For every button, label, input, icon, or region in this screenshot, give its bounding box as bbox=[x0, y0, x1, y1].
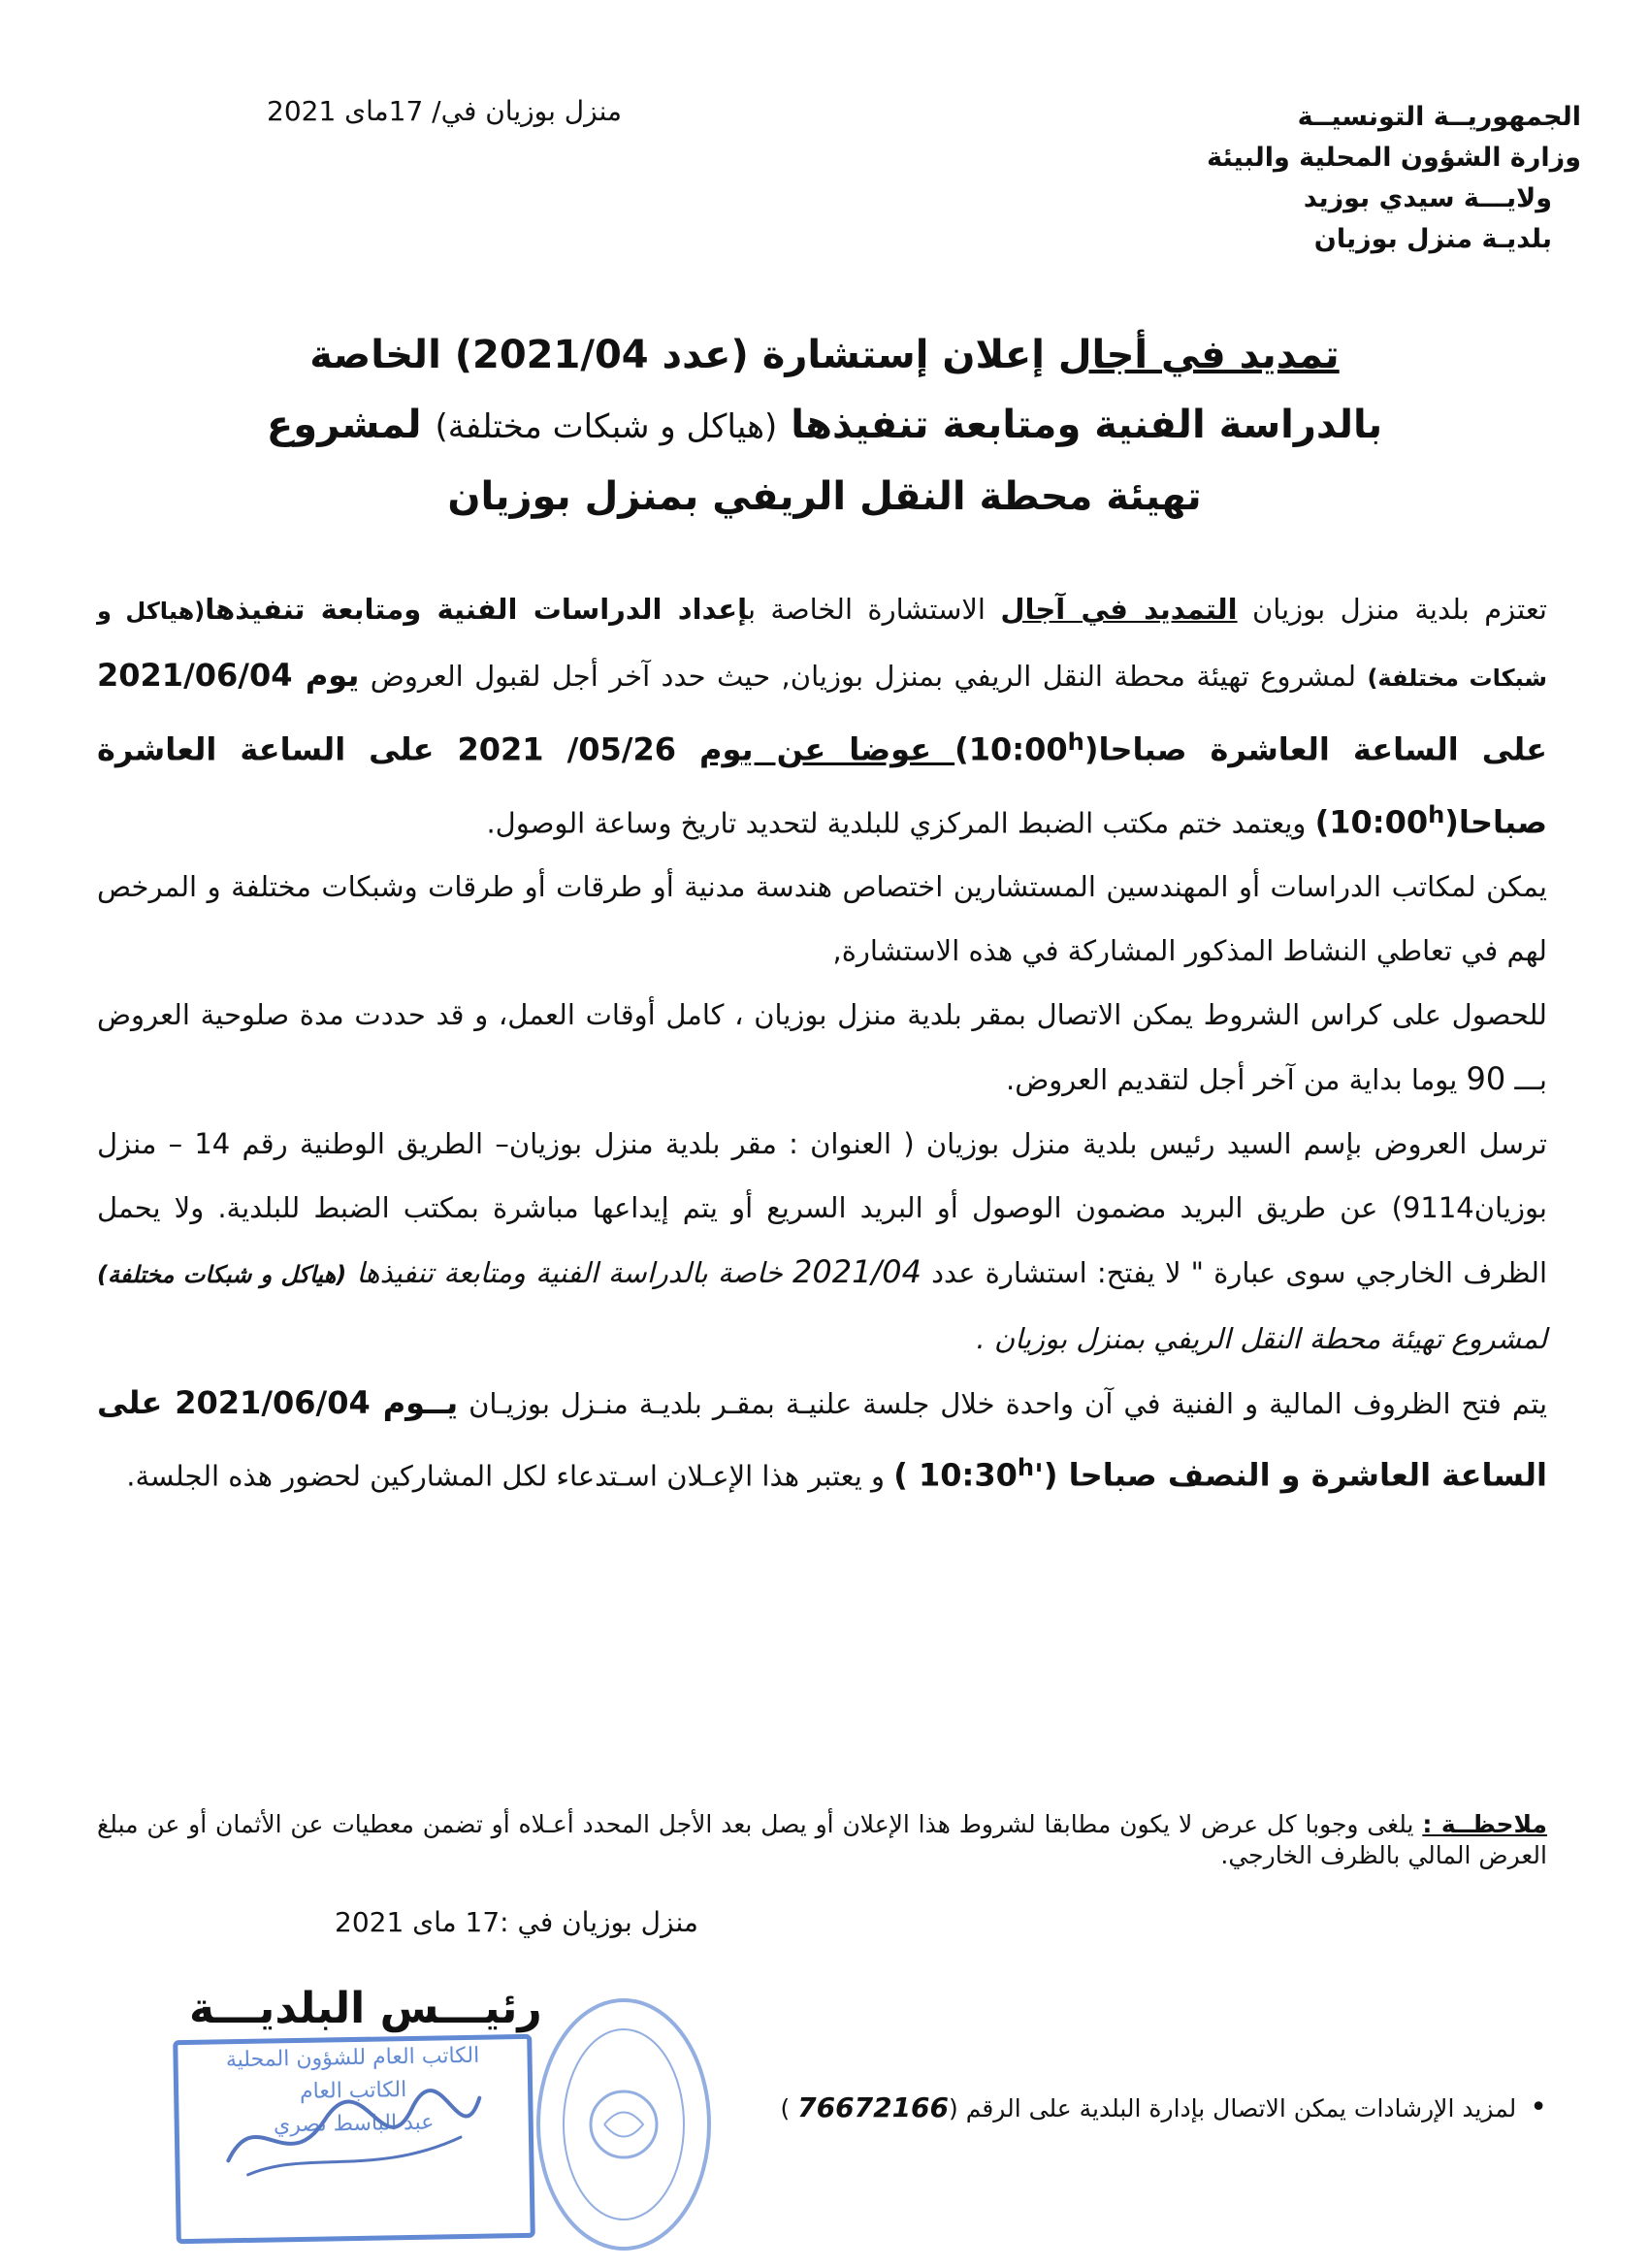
document-body bbox=[97, 577, 1547, 1508]
p1-i: ) bbox=[954, 730, 969, 768]
validity-days: 90 bbox=[1466, 1060, 1506, 1098]
p4-scope: (هياكل و شبكات مختلفة) bbox=[97, 1261, 347, 1289]
p5-c: h bbox=[1017, 1454, 1035, 1482]
bullet-icon: • bbox=[1530, 2090, 1547, 2124]
contact-phone: 76672166 bbox=[797, 2091, 950, 2123]
paragraph-3 bbox=[97, 983, 1547, 1112]
contact-line bbox=[708, 2090, 1547, 2124]
p5-opening-date: يــوم 2021/06/04 على الساعة العاشرة و النصف صباحا ('10:30 bbox=[97, 1384, 1547, 1494]
title-line-2-c: لمشروع bbox=[266, 403, 436, 447]
stamp-line-2: الكاتب العام bbox=[299, 2078, 407, 2104]
p1-new-deadline: يوم 2021/06/04 على الساعة العاشرة صباحا(10:00 bbox=[97, 657, 1548, 768]
paragraph-5 bbox=[97, 1371, 1547, 1508]
ministry-name: وزارة الشؤون المحلية والبيئة bbox=[1207, 143, 1581, 173]
signature-date: منزل بوزيان في :17 ماى 2021 bbox=[335, 1906, 698, 1938]
p5-a: يتم فتح الظروف المالية و الفنية في آن واحدة خلال جلسة علنيـة بمقـر بلديـة منـزل بوزيـان bbox=[458, 1387, 1548, 1421]
p1-a: تعتزم بلدية منزل بوزيان bbox=[1237, 593, 1547, 626]
governorate-name: ولايـــة سيدي بوزيد bbox=[1303, 183, 1552, 213]
place-date: منزل بوزيان في/ 17ماى 2021 bbox=[267, 95, 623, 127]
note-text: يلغى وجوبا كل عرض لا يكون مطابقا لشروط هذا الإعلان أو يصل بعد الأجل المحدد أعـلاه أو تضمن معطيات عن الأثمان أو عن مبلغ العرض المالي بالظرف الخارجي. bbox=[97, 1810, 1547, 1869]
paragraph-4 bbox=[97, 1112, 1547, 1371]
title-line-2-a: بالدراسة الفنية ومتابعة تنفيذها bbox=[777, 403, 1383, 447]
contact-close: ) bbox=[780, 2094, 798, 2122]
p1-f: لمشروع تهيئة محطة النقل الريفي بمنزل بوزيان, حيث حدد آخر أجل لقبول العروض bbox=[359, 660, 1368, 693]
p4-c: خاصة بالدراسة الفنية ومتابعة تنفيذها bbox=[346, 1256, 792, 1290]
p4-e: لمشروع تهيئة محطة النقل الريفي بمنزل بوزيان . bbox=[976, 1322, 1547, 1356]
p1-scope: (هياكل و شبكات مختلفة) bbox=[97, 598, 1548, 692]
p5-d: ) bbox=[893, 1456, 919, 1494]
stamp-line-3: عبد الباسط نصري bbox=[273, 2110, 435, 2138]
signature-scribble bbox=[217, 2079, 491, 2190]
paragraph-2: يمكن لمكاتب الدراسات أو المهندسين المستشارين اختصاص هندسة مدنية أو طرقات أو طرقات وشبكات مختلفة و المرخص لهم في تعاطي النشاط المذكور المشاركة في هذه الاستشارة, bbox=[97, 870, 1547, 968]
paragraph-1 bbox=[97, 577, 1547, 855]
note-label: ملاحظــة : bbox=[1422, 1810, 1548, 1838]
p1-instead-of: عوضا عن يوم bbox=[699, 730, 955, 768]
official-stamp bbox=[173, 2034, 535, 2244]
title-extension: تمديد في أجال bbox=[1057, 333, 1340, 377]
round-seal bbox=[532, 1993, 716, 2255]
title-line-2-b: (هياكل و شبكات مختلفة) bbox=[435, 407, 778, 446]
p3-c: يوما بداية من آخر أجل لتقديم العروض. bbox=[1006, 1063, 1467, 1097]
title-line-2 bbox=[126, 390, 1523, 462]
p1-c: الاستشارة الخاصة ب bbox=[747, 593, 1001, 626]
title-line-1 bbox=[126, 320, 1523, 390]
p4-number: 2021/04 bbox=[792, 1253, 922, 1291]
letterhead bbox=[1077, 97, 1581, 260]
p5-e: و يعتبر هذا الإعـلان اسـتدعاء لكل المشاركين لحضور هذه الجلسة. bbox=[126, 1459, 894, 1493]
p1-old-deadline: 05/26/ 2021 على الساعة العاشرة صباحا(10:00 bbox=[97, 730, 1547, 841]
p4-a: ترسل العروض بإسم السيد رئيس بلدية منزل بوزيان ( العنوان : مقر بلدية منزل بوزيان– الطريق الوطنية رقم 14 – منزل بوزيان9114) عن طريق البريد مضمون الوصول أو البريد السريع أو يتم إيداعها مباشرة بمكتب الضبط للبلدية. ولا يحمل الظرف الخارجي سوى عبارة " لا يفتح: استشارة عدد bbox=[97, 1127, 1548, 1290]
p1-l: h bbox=[1428, 800, 1445, 828]
stamp-line-1: الكاتب العام للشؤون المحلية bbox=[225, 2043, 480, 2073]
republic-name: الجمهوريــة التونسيــة bbox=[1297, 102, 1581, 132]
municipality-name: بلديـة منزل بوزيان bbox=[1313, 224, 1552, 254]
title-line-1-rest: إعلان إستشارة (عدد 2021/04) الخاصة bbox=[309, 333, 1058, 377]
contact-text: لمزيد الإرشادات يمكن الاتصال بإدارة البلدية على الرقم ( bbox=[949, 2094, 1517, 2122]
title-line-3: تهيئة محطة النقل الريفي بمنزل بوزيان bbox=[447, 474, 1202, 519]
p1-h: h bbox=[1067, 729, 1084, 756]
p3-a: للحصول على كراس الشروط يمكن الاتصال بمقر بلدية منزل بوزيان ، كامل أوقات العمل، و قد حددت مدة صلوحية العروض بـــ bbox=[97, 998, 1547, 1097]
document-title bbox=[126, 320, 1523, 532]
mayor-title: رئيـــس البلديـــة bbox=[189, 1984, 542, 2033]
p1-subject: إعداد الدراسات الفنية ومتابعة تنفيذها bbox=[205, 593, 748, 626]
p1-extension: التمديد في آجال bbox=[1000, 593, 1238, 626]
p1-m: ) bbox=[1314, 803, 1330, 841]
p1-n: ويعتمد ختم مكتب الضبط المركزي للبلدية لتحديد تاريخ وساعة الوصول. bbox=[486, 806, 1315, 840]
note bbox=[97, 1809, 1547, 1871]
